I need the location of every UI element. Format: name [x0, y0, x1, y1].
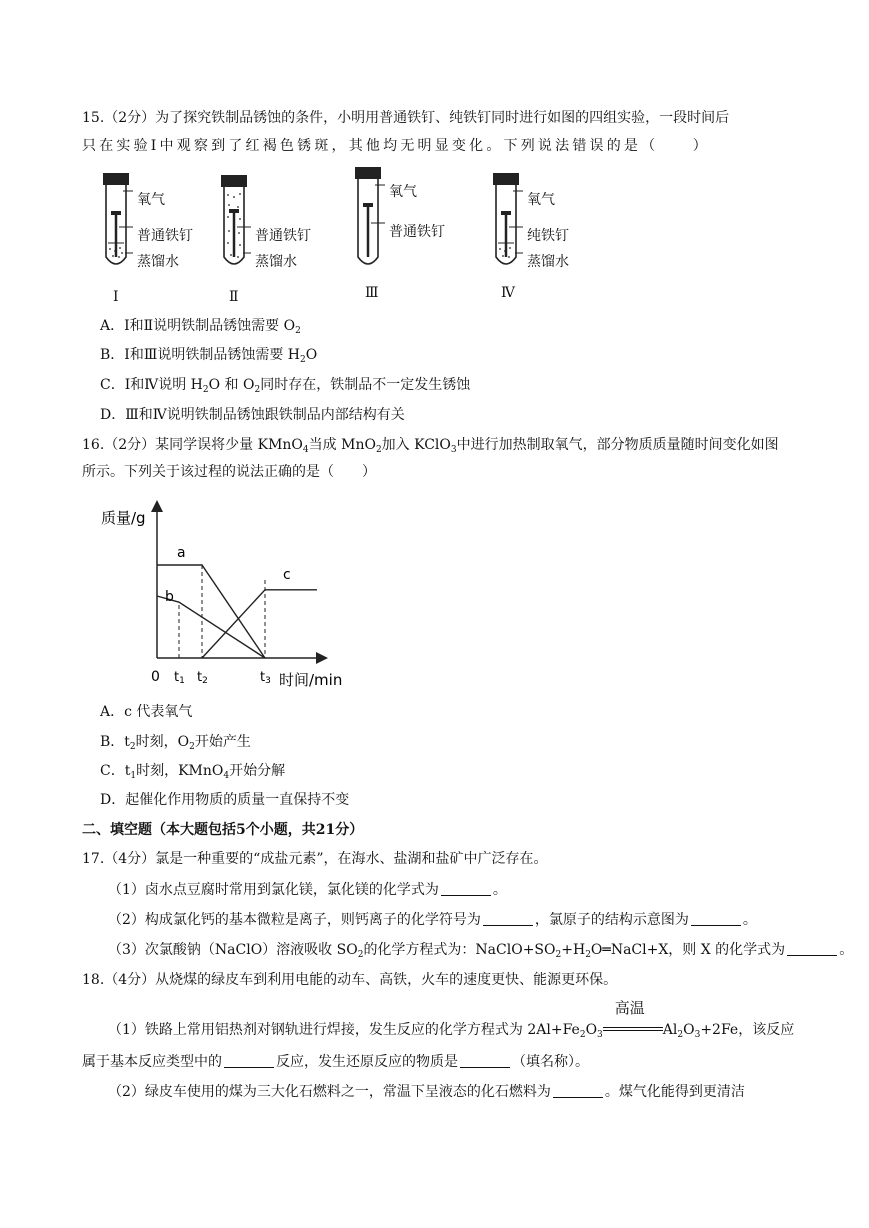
- answer-blank[interactable]: [553, 1083, 603, 1098]
- x-tick-t2: t2: [197, 670, 208, 686]
- q18-part-1: （1）铁路上常用铝热剂对钢轨进行焊接，发生反应的化学方程式为 $2Al+Fe_2O_3$ 高温 $Al_2O_3+2Fe$，该反应: [108, 999, 795, 1040]
- answer-blank[interactable]: [691, 911, 741, 926]
- answer-blank[interactable]: [460, 1053, 510, 1068]
- q15-option-c: C．Ⅰ和Ⅳ说明 $H_2O$ 和 $O_2$同时存在，铁制品不一定发生锈蚀: [100, 377, 471, 395]
- tube2-nail-label: 普通铁钉: [255, 228, 311, 244]
- test-tube-figure: [95, 165, 615, 310]
- answer-blank[interactable]: [483, 911, 533, 926]
- tube2-numeral: Ⅱ: [229, 289, 239, 305]
- answer-blank[interactable]: [441, 881, 491, 896]
- reaction-condition: 高温: [603, 1022, 663, 1036]
- x-tick-t1: t1: [174, 670, 185, 686]
- q17-part-1: （1）卤水点豆腐时常用到氯化镁，氯化镁的化学式为 。: [108, 882, 507, 898]
- tube4-water-label: 蒸馏水: [527, 254, 569, 270]
- tube4-numeral: Ⅳ: [501, 285, 515, 301]
- q16-option-a: A．c 代表氧气: [100, 704, 193, 720]
- tube2-water-label: 蒸馏水: [255, 254, 297, 270]
- tube3-numeral: Ⅲ: [365, 285, 379, 301]
- tube1-oxygen-label: 氧气: [137, 192, 165, 208]
- tube4-oxygen-label: 氧气: [527, 192, 555, 208]
- guides: [179, 565, 265, 658]
- tube-1: [103, 173, 133, 264]
- x-tick-t3: t3: [260, 670, 271, 686]
- q16-stem-line2: 所示。下列关于该过程的说法正确的是（ ）: [82, 464, 376, 480]
- q17-stem: 17.（4分）氯是一种重要的“成盐元素”，在海水、盐湖和盐矿中广泛存在。: [82, 851, 548, 867]
- q15-stem-line2: 只在实验Ⅰ中观察到了红褐色锈斑，其他均无明显变化。下列说法错误的是（ ）: [82, 138, 710, 154]
- q15-option-b: B．Ⅰ和Ⅲ说明铁制品锈蚀需要 $H_2O$: [100, 347, 318, 365]
- mass-time-chart: [95, 495, 365, 695]
- q16-option-d: D．起催化作用物质的质量一直保持不变: [100, 792, 350, 808]
- series-label-a: a: [177, 545, 186, 561]
- x-axis-label: 时间/min: [279, 671, 343, 689]
- series-label-c: c: [283, 567, 291, 583]
- q18-part-1b: 属于基本反应类型中的 反应，发生还原反应的物质是 （填名称）。: [82, 1054, 589, 1070]
- q17-part-2: （2）构成氯化钙的基本微粒是离子，则钙离子的化学符号为 ，氯原子的结构示意图为 。: [108, 912, 757, 928]
- q15-option-d: D．Ⅲ和Ⅳ说明铁制品锈蚀跟铁制品内部结构有关: [100, 407, 405, 423]
- tube-2: [221, 175, 251, 264]
- series-line-a: [157, 565, 265, 658]
- q18-part-2: （2）绿皮车使用的煤为三大化石燃料之一，常温下呈液态的化石燃料为 。煤气化能得到更清洁: [108, 1084, 745, 1100]
- series-line-c: [202, 590, 317, 658]
- series-label-b: b: [165, 589, 174, 605]
- q15-option-a: A．Ⅰ和Ⅱ说明铁制品锈蚀需要 $O_2$: [100, 318, 301, 336]
- tube1-water-label: 蒸馏水: [137, 254, 179, 270]
- q16-stem-line1: 16.（2分）某同学误将少量 KMnO$_4$当成 MnO$_2$加入 KClO$_3$中进行加热制取氧气，部分物质质量随时间变化如图: [82, 437, 779, 455]
- q15-stem-line1: 15.（2分）为了探究铁制品锈蚀的条件，小明用普通铁钉、纯铁钉同时进行如图的四组实验，一段时间后: [82, 110, 730, 126]
- q16-option-c: C．$t_1$时刻，KMnO$_4$开始分解: [100, 763, 286, 781]
- y-axis-label: 质量/g: [101, 509, 146, 527]
- tube1-nail-label: 普通铁钉: [137, 228, 193, 244]
- tube-3: [355, 167, 385, 264]
- tube3-oxygen-label: 氧气: [389, 184, 417, 200]
- answer-blank[interactable]: [787, 941, 837, 956]
- q18-stem: 18.（4分）从烧煤的绿皮车到利用电能的动车、高铁，火车的速度更快、能源更环保。: [82, 972, 618, 988]
- tube3-nail-label: 普通铁钉: [389, 224, 445, 240]
- tube4-nail-label: 纯铁钉: [527, 228, 569, 244]
- answer-blank[interactable]: [224, 1053, 274, 1068]
- origin-label: 0: [151, 669, 160, 685]
- tube-4: [493, 173, 523, 264]
- section-2-heading: 二、填空题（本大题包括5个小题，共21分）: [82, 822, 364, 838]
- chart-svg: [95, 495, 365, 695]
- q17-part-3: （3）次氯酸钠（NaClO）溶液吸收 $SO_2$的化学方程式为：$NaClO+SO_2+H_2O═NaCl+X$，则 X 的化学式为 。: [108, 942, 854, 960]
- tube1-numeral: Ⅰ: [113, 289, 119, 305]
- q16-option-b: B．$t_2$时刻，$O_2$开始产生: [100, 734, 251, 752]
